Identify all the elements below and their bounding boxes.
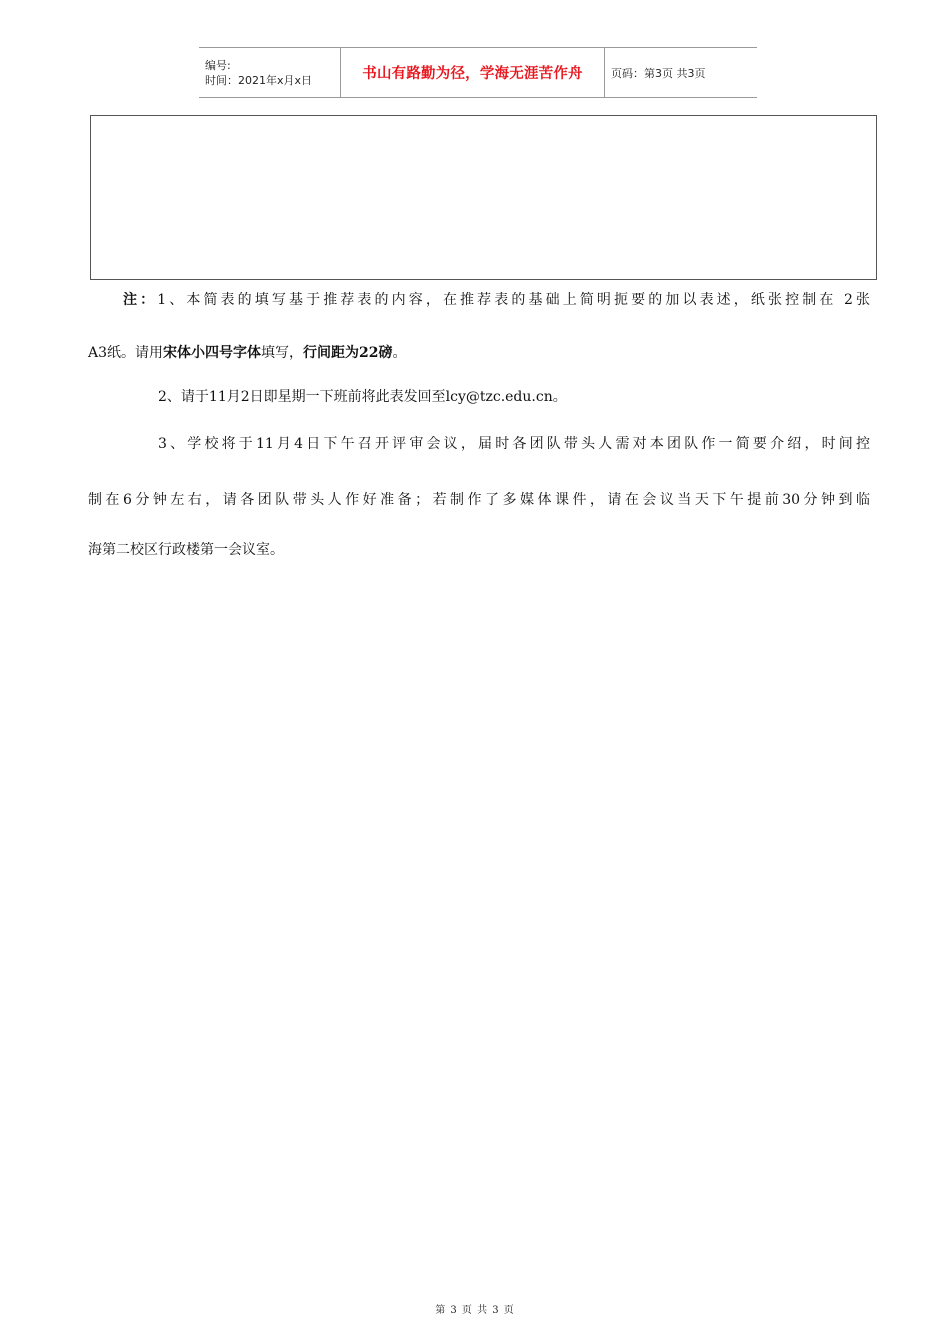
header-motto-cell bbox=[341, 48, 605, 97]
note-item-3-line-2: 制在6分钟左右，请各团队带头人作好准备；若制作了多媒体课件，请在会议当天下午提前30分钟到临 bbox=[88, 492, 870, 508]
note-item-3-line-1: 3、学校将于11月4日下午召开评审会议，届时各团队带头人需对本团队作一简要介绍，时间控 bbox=[158, 436, 870, 452]
header-page-number: 页码：第3页 共3页 bbox=[611, 66, 706, 80]
note-label: 注： bbox=[123, 292, 158, 308]
page-header bbox=[199, 47, 757, 98]
note-item-1-text: 1、本简表的填写基于推荐表的内容，在推荐表的基础上简明扼要的加以表述，纸张控制在 2张 bbox=[157, 292, 871, 308]
header-motto: 书山有路勤为径，学海无涯苦作舟 bbox=[362, 66, 583, 82]
note-item-1-end: 。 bbox=[392, 345, 407, 361]
note-item-1-pre: A3纸。请用 bbox=[88, 345, 164, 361]
note-item-1-mid: 填写， bbox=[261, 345, 304, 361]
note-item-1-line-1 bbox=[123, 290, 870, 310]
note-line-spacing-requirement: 行间距为22磅 bbox=[303, 345, 393, 361]
header-page-cell bbox=[605, 48, 757, 97]
note-font-requirement: 宋体小四号字体 bbox=[163, 345, 262, 361]
header-meta-cell bbox=[199, 48, 341, 97]
note-item-1-line-2 bbox=[88, 343, 407, 363]
document-date: 时间：2021年x月x日 bbox=[205, 73, 313, 87]
page-footer: 第 3 页 共 3 页 bbox=[435, 1305, 515, 1316]
note-item-2: 2、请于11月2日即星期一下班前将此表发回至lcy@tzc.edu.cn。 bbox=[158, 389, 567, 405]
form-content-box bbox=[90, 115, 877, 280]
document-number-label: 编号: bbox=[205, 58, 231, 72]
note-item-3-line-3: 海第二校区行政楼第一会议室。 bbox=[88, 542, 284, 558]
